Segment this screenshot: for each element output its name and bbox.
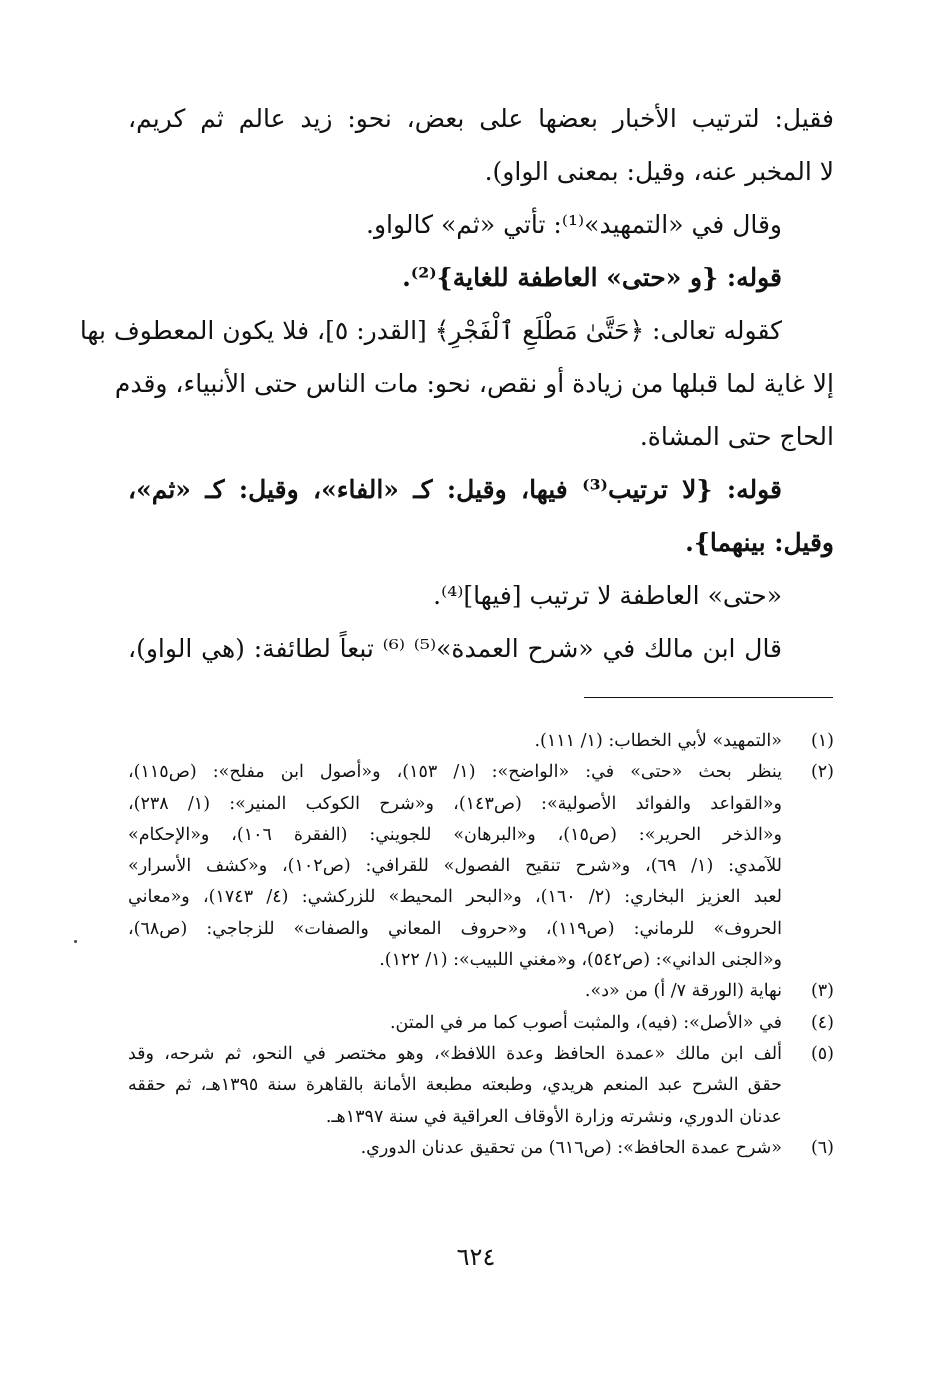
footnote-item — [128, 757, 834, 976]
footnote-line: حقق الشرح عبد المنعم هريدي، وطبعته مطبعة الأمانة بالقاهرة سنة ١٣٩٥هـ، ثم حققه — [128, 1075, 782, 1096]
main-text-line: كقوله تعالى: ﴿حَتَّىٰ مَطْلَعِ ٱلْفَجْرِ﴾ [القدر: ٥]، فلا يكون المعطوف بها — [79, 316, 782, 345]
footnote-line: الحروف» للرماني: (ص١١٩)، و«حروف المعاني والصفات» للزجاجي: (ص٦٨)، — [128, 918, 782, 939]
footnote-number: (٦) — [810, 1137, 834, 1158]
footnote-line: و«القواعد والفوائد الأصولية»: (ص١٤٣)، و«شرح الكوكب المنير»: (١/ ٢٣٨)، — [128, 793, 782, 814]
footnote-body — [128, 1008, 782, 1039]
footnote-line: ينظر بحث «حتى» في: «الواضح»: (١/ ١٥٣)، و«أصول ابن مفلح»: (ص١١٥)، — [128, 762, 782, 783]
footnote-number: (٥) — [810, 1043, 834, 1064]
footnote-number: (٣) — [810, 981, 834, 1002]
footnote-body — [128, 1039, 782, 1133]
footnote-line: ألف ابن مالك «عمدة الحافظ وعدة اللافظ»، وهو مختصر في النحو، ثم شرحه، وقد — [128, 1043, 782, 1064]
main-text-line: وقال في «التمهيد»⁽¹⁾: تأتي «ثم» كالواو. — [366, 210, 782, 239]
footnote-body — [128, 976, 782, 1007]
footnotes — [128, 726, 834, 1164]
footnote-line: «شرح عمدة الحافظ»: (ص٦١٦) من تحقيق عدنان الدوري. — [360, 1137, 782, 1158]
footnote-item — [128, 1133, 834, 1164]
main-text-line: إلا غاية لما قبلها من زيادة أو نقص، نحو: مات الناس حتى الأنبياء، وقدم — [114, 369, 834, 398]
footnote-number: (٤) — [810, 1012, 834, 1033]
footnote-item — [128, 976, 834, 1007]
footnote-body — [128, 726, 782, 757]
footnote-line: «التمهيد» لأبي الخطاب: (١/ ١١١). — [534, 731, 782, 751]
footnote-line: نهاية (الورقة ٧/ أ) من «د». — [584, 981, 782, 1002]
footnote-line: في «الأصل»: (فيه)، والمثبت أصوب كما مر في المتن. — [389, 1012, 782, 1033]
footnote-number: (١) — [810, 731, 834, 751]
main-text-line: فقيل: لترتيب الأخبار بعضها على بعض، نحو: زيد عالم ثم كريم، — [128, 104, 834, 133]
main-text-line: قوله: {لا ترتيب⁽³⁾ فيها، وقيل: كـ «الفاء»، وقيل: كـ «ثم»، — [128, 475, 782, 504]
main-text-line: وقيل: بينهما}. — [685, 528, 834, 557]
footnote-line: لعبد العزيز البخاري: (٢/ ١٦٠)، و«البحر المحيط» للزركشي: (٤/ ١٧٤٣)، و«معاني — [128, 887, 782, 908]
footnote-line: للآمدي: (١/ ٦٩)، و«شرح تنقيح الفصول» للقرافي: (ص١٠٢)، و«كشف الأسرار» — [128, 856, 783, 877]
main-text-line: قوله: {و «حتى» العاطفة للغاية}⁽²⁾. — [402, 263, 782, 292]
footnote-line: و«الجنى الداني»: (ص٥٤٢)، و«مغني اللبيب»: (١/ ١٢٢). — [379, 950, 782, 971]
main-text-line: «حتى» العاطفة لا ترتيب [فيها]⁽⁴⁾. — [433, 581, 782, 610]
footnote-separator — [584, 697, 833, 698]
footnote-line: عدنان الدوري، ونشرته وزارة الأوقاف العراقية في سنة ١٣٩٧هـ. — [325, 1106, 782, 1127]
footnote-item — [128, 1008, 834, 1039]
main-text-line: قال ابن مالك في «شرح العمدة»⁽⁵⁾ ⁽⁶⁾ تبعاً لطائفة: (هي الواو)، — [128, 634, 783, 663]
main-text-line: الحاج حتى المشاة. — [639, 422, 834, 451]
footnote-item — [128, 726, 834, 757]
footnote-line: و«الذخر الحرير»: (ص١٥)، و«البرهان» للجويني: (الفقرة ١٠٦)، و«الإحكام» — [128, 824, 783, 845]
footnote-body — [128, 757, 782, 976]
footnote-body — [128, 1133, 782, 1164]
scan-speck — [74, 940, 77, 943]
page-number: ٦٢٤ — [456, 1243, 496, 1271]
footnote-number: (٢) — [810, 762, 834, 783]
footnote-item — [128, 1039, 834, 1133]
main-text-line: لا المخبر عنه، وقيل: بمعنى الواو). — [484, 157, 834, 186]
main-text — [79, 92, 834, 675]
